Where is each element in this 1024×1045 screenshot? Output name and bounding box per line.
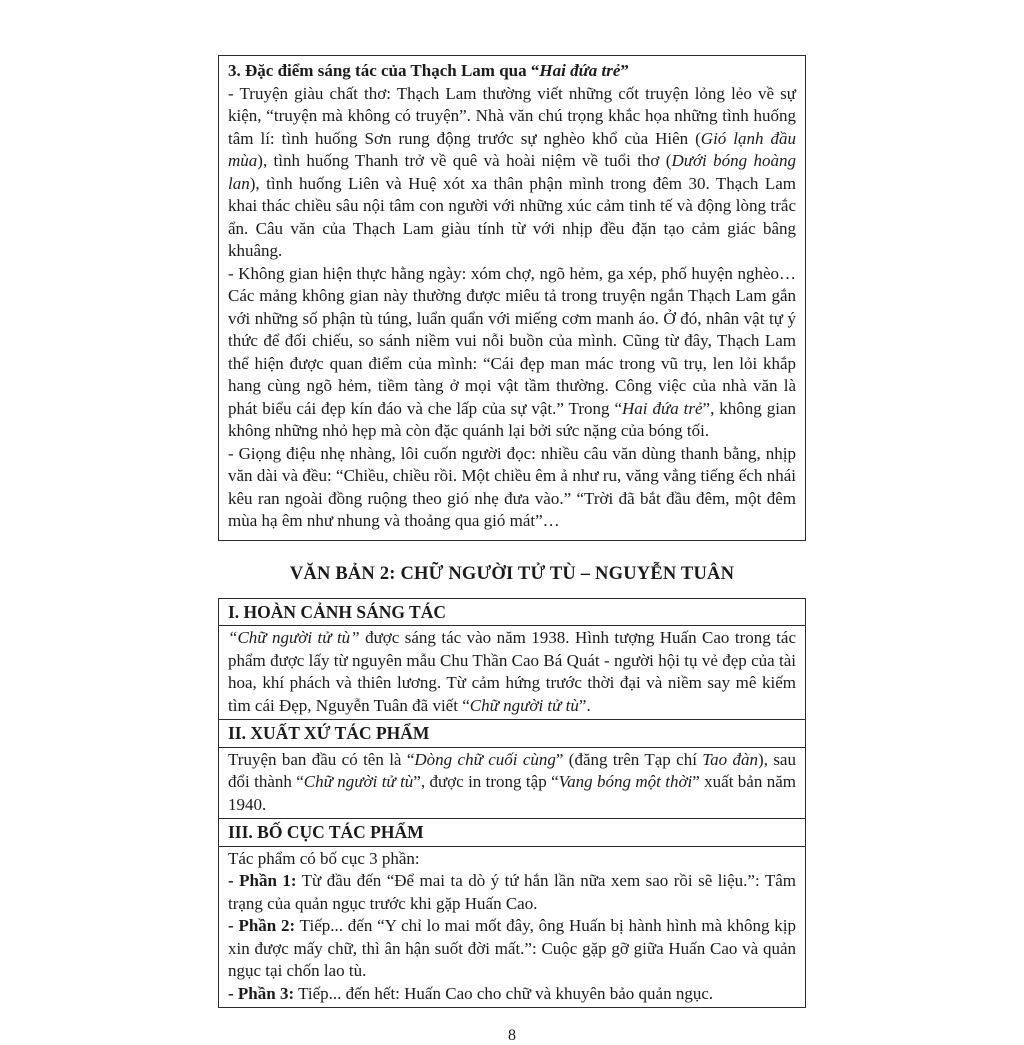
box-title [228, 60, 796, 83]
bo-cuc-phan-3-line [228, 983, 796, 1006]
text-segment: 3. Đặc điểm sáng tác của Thạch Lam qua “ [228, 61, 540, 80]
text-segment: - Phần 1: [228, 871, 297, 890]
text-segment: ” [620, 61, 629, 80]
bo-cuc-phan-2-line [228, 915, 796, 983]
table-row-header-bo-cuc-tac-pham: III. BỐ CỤC TÁC PHẨM [219, 818, 805, 846]
text-segment: Hai đứa trẻ [622, 398, 703, 418]
table-row-body-xuat-xu-tac-pham [219, 747, 805, 819]
table-row-body-hoan-canh-sang-tac [219, 625, 805, 719]
text-segment: ”, không gian không những nhỏ hẹp mà còn đặc quánh lại bởi sức nặng của bóng tối. [228, 398, 796, 440]
thach-lam-characteristics-box [218, 55, 806, 541]
text-segment: ), tình huống Liên và Huệ xót xa thân phận mình trong đêm 30. Thạch Lam khai thác chiều sâu nội tâm con người với những xúc cảm tinh tế và động lòng trắc ẩn. Câu văn của Thạch Lam giàu tính từ với nhịp đều đặn tạo cảm giác bâng khuâng. [228, 173, 796, 260]
hoan-canh-paragraph [228, 627, 796, 717]
text-segment: Tao đàn [702, 749, 759, 769]
text-segment: - Giọng điệu nhẹ nhàng, lôi cuốn người đọc: nhiều câu văn dùng thanh bằng, nhịp văn dài và đều: “Chiều, chiều rồi. Một chiều êm ả như ru, văng vẳng tiếng ếch nhái kêu ran ngoài đồng ruộng theo gió nhẹ đưa vào.” “Trời đã bắt đầu đêm, một đêm mùa hạ êm như nhung và thoảng qua gió mát”… [228, 443, 796, 530]
text-segment: Truyện ban đầu có tên là “ [228, 749, 415, 769]
table-row-header-hoan-canh-sang-tac: I. HOÀN CẢNH SÁNG TÁC [228, 601, 446, 622]
text-segment: Vang bóng một thời [558, 772, 693, 791]
text-segment: Chữ người tử tù [303, 772, 414, 791]
text-segment: được sáng tác vào năm 1938. Hình tượng Huấn Cao trong tác phẩm được lấy từ nguyên mẫu Chu Thần Cao Bá Quát - người hội tụ vẻ đẹp của tài hoa, khí phách và thiên lương. Từ cảm hứng trước thời đại và niềm say mê kiếm tìm cái Đẹp, Nguyễn Tuân đã viết “ [228, 628, 796, 715]
document-page [218, 0, 806, 1045]
text-segment: Tiếp... đến hết: Huấn Cao cho chữ và khuyên bảo quản ngục. [294, 983, 714, 1003]
text-segment: Hai đứa trẻ [539, 61, 621, 80]
text-segment: Tác phẩm có bố cục 3 phần: [228, 848, 420, 868]
text-segment: Gió lạnh đầu mùa [228, 128, 796, 170]
paragraph-realistic-space [228, 263, 796, 443]
page-number: 8 [508, 1027, 516, 1044]
text-segment: ” (đăng trên Tạp chí [555, 749, 703, 769]
text-segment: Dòng chữ cuối cùng [414, 749, 556, 769]
paragraph-poetic-quality [228, 83, 796, 263]
text-segment: - Truyện giàu chất thơ: Thạch Lam thường viết những cốt truyện lỏng lẻo về sự kiện, “truyện mà không có truyện”. Nhà văn chú trọng khắc họa những tình huống tâm lí: tình huống Sơn rung động trước sự nghèo khổ của Hiên ( [228, 83, 796, 148]
paragraph-gentle-tone [228, 443, 796, 533]
table-row-body-bo-cuc-tac-pham [219, 846, 805, 1008]
text-segment: - Phần 3: [228, 983, 295, 1003]
text-segment: ” xuất bản năm 1940. [228, 772, 796, 814]
analysis-table [218, 598, 806, 1009]
table-row-header-xuat-xu-tac-pham: II. XUẤT XỨ TÁC PHẨM [219, 719, 805, 747]
text-segment: ), sau đổi thành “ [228, 749, 796, 791]
text-segment: ”. [578, 695, 591, 715]
text-segment: - Không gian hiện thực hằng ngày: xóm chợ, ngõ hẻm, ga xép, phố huyện nghèo… Các mảng không gian này thường được miêu tả trong truyện ngắn Thạch Lam gắn với những số phận tù túng, luẩn quẩn với miếng cơm manh áo. Ở đó, nhân vật tự ý thức để đối chiếu, so sánh niềm vui nỗi buồn của mình. Cũng từ đây, Thạch Lam thể hiện được quan điểm của mình: “Cái đẹp man mác trong vũ trụ, len lỏi khắp hang cùng ngõ hẻm, tiềm tàng ở mọi vật tầm thường. Công việc của nhà văn là phát biểu cái đẹp kín đáo và che lấp của sự vật.” Trong “ [228, 263, 796, 418]
text-segment: Chữ người tử tù [469, 695, 579, 715]
text-segment: - Phần 2: [228, 916, 296, 935]
bo-cuc-phan-1-line [228, 870, 796, 915]
text-segment: Từ đầu đến “Để mai ta dò ý tứ hắn lần nữa xem sao rồi sẽ liệu.”: Tâm trạng của quản ngục trước khi gặp Huấn Cao. [228, 871, 796, 913]
text-segment: ”, được in trong tập “ [413, 772, 559, 791]
bo-cuc-intro-line [228, 848, 796, 871]
text-segment: Dưới bóng hoàng lan [228, 151, 796, 193]
text-segment: ), tình huống Thanh trở về quê và hoài niệm về tuổi thơ ( [257, 151, 672, 170]
text-segment: Tiếp... đến “Y chỉ lo mai mốt đây, ông Huấn bị hành hình mà không kịp xin được mấy chữ, thì ân hận suốt đời mất.”: Cuộc gặp gỡ giữa Huấn Cao và quản ngục tại chốn lao tù. [228, 916, 796, 980]
section-heading-van-ban-2: VĂN BẢN 2: CHỮ NGƯỜI TỬ TÙ – NGUYỄN TUÂN [289, 563, 735, 584]
xuat-xu-paragraph [228, 749, 796, 817]
text-segment: “Chữ người tử tù” [228, 628, 360, 647]
